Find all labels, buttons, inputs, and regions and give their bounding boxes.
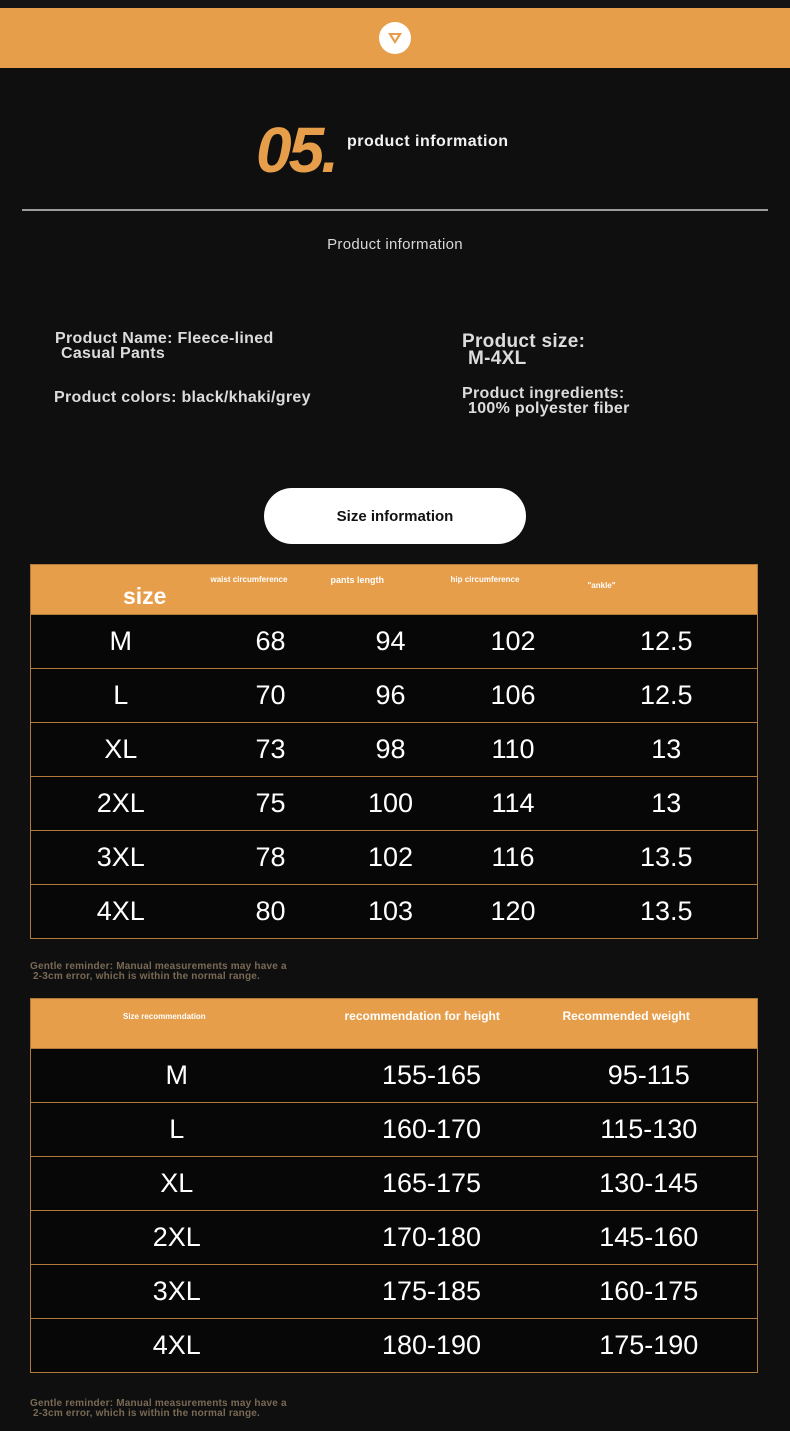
size-table-cell-size: L — [31, 669, 211, 723]
subtitle: Product information — [327, 236, 463, 253]
product-colors: Product colors: black/khaki/grey — [54, 389, 311, 406]
size-table-cell-length: 94 — [331, 615, 451, 669]
section-number: 05. — [256, 114, 336, 186]
product-ingredients: Product ingredients: 100% polyester fiber — [462, 385, 630, 417]
size-table-cell-length: 98 — [331, 723, 451, 777]
recommend-table-cell-size: M — [31, 1049, 323, 1103]
size-table-cell-hip: 106 — [451, 669, 576, 723]
size-table-row — [31, 777, 758, 831]
recommend-table-cell-size: 2XL — [31, 1211, 323, 1265]
size-table-cell-length: 96 — [331, 669, 451, 723]
size-table-cell-hip: 116 — [451, 831, 576, 885]
recommend-table-header — [31, 999, 758, 1049]
size-table-row — [31, 615, 758, 669]
size-table-cell-ankle: 13 — [576, 777, 758, 831]
size-table-cell-ankle: 13 — [576, 723, 758, 777]
size-table-row — [31, 831, 758, 885]
recommend-table-cell-weight: 115-130 — [541, 1103, 758, 1157]
gentle-reminder: Gentle reminder: Manual measurements may have a 2-3cm error, which is within the normal range. — [30, 961, 287, 982]
size-table-cell-ankle: 12.5 — [576, 669, 758, 723]
size-table-row — [31, 885, 758, 939]
weight-header: Recommended weight — [541, 999, 758, 1049]
size-table-row — [31, 723, 758, 777]
size-table-cell-length: 103 — [331, 885, 451, 939]
size-table — [30, 564, 758, 939]
size-table-cell-size: XL — [31, 723, 211, 777]
recommend-table-cell-size: 4XL — [31, 1319, 323, 1373]
recommend-table-row — [31, 1049, 758, 1103]
recommend-table-cell-weight: 130-145 — [541, 1157, 758, 1211]
size-table-cell-hip: 110 — [451, 723, 576, 777]
recommend-table-cell-size: 3XL — [31, 1265, 323, 1319]
recommend-table-cell-height: 160-170 — [323, 1103, 541, 1157]
size-table-cell-waist: 78 — [211, 831, 331, 885]
size-table-cell-waist: 80 — [211, 885, 331, 939]
recommend-table-cell-height: 170-180 — [323, 1211, 541, 1265]
size-table-cell-ankle: 13.5 — [576, 885, 758, 939]
size-table-cell-hip: 102 — [451, 615, 576, 669]
recommend-table-row — [31, 1157, 758, 1211]
recommend-table-cell-weight: 145-160 — [541, 1211, 758, 1265]
size-table-cell-waist: 73 — [211, 723, 331, 777]
recommend-table-cell-height: 155-165 — [323, 1049, 541, 1103]
product-name: Product Name: Fleece-lined Casual Pants — [55, 330, 274, 362]
recommend-table-cell-height: 175-185 — [323, 1265, 541, 1319]
size-table-cell-size: 2XL — [31, 777, 211, 831]
recommend-table-cell-weight: 175-190 — [541, 1319, 758, 1373]
gentle-reminder-2: Gentle reminder: Manual measurements may have a 2-3cm error, which is within the normal range. — [30, 1398, 287, 1419]
waist-header: waist circumference — [211, 565, 331, 615]
recommend-size-header: Size recommendation — [31, 999, 323, 1049]
recommend-table-cell-size: L — [31, 1103, 323, 1157]
divider — [22, 209, 768, 211]
top-banner — [0, 8, 790, 68]
recommend-table-row — [31, 1103, 758, 1157]
section-title: product information — [347, 133, 509, 150]
size-table-cell-ankle: 13.5 — [576, 831, 758, 885]
size-table-header — [31, 565, 758, 615]
recommend-table-row — [31, 1265, 758, 1319]
recommend-table-row — [31, 1319, 758, 1373]
size-table-cell-ankle: 12.5 — [576, 615, 758, 669]
recommend-table-row — [31, 1211, 758, 1265]
height-header: recommendation for height — [323, 999, 541, 1049]
recommend-table-cell-weight: 160-175 — [541, 1265, 758, 1319]
size-table-cell-waist: 68 — [211, 615, 331, 669]
size-information-button[interactable]: Size information — [264, 488, 526, 544]
size-table-cell-hip: 120 — [451, 885, 576, 939]
size-table-cell-size: M — [31, 615, 211, 669]
product-size: Product size: M-4XL — [462, 331, 586, 369]
size-table-cell-length: 102 — [331, 831, 451, 885]
length-header: pants length — [331, 565, 451, 615]
size-table-cell-size: 3XL — [31, 831, 211, 885]
recommend-table-cell-height: 165-175 — [323, 1157, 541, 1211]
size-table-cell-size: 4XL — [31, 885, 211, 939]
hip-header: hip circumference — [451, 565, 576, 615]
recommend-table-cell-size: XL — [31, 1157, 323, 1211]
recommend-table-cell-height: 180-190 — [323, 1319, 541, 1373]
size-header: size — [31, 565, 211, 615]
size-table-cell-length: 100 — [331, 777, 451, 831]
top-strip — [0, 0, 790, 8]
recommend-table-cell-weight: 95-115 — [541, 1049, 758, 1103]
recommend-table — [30, 998, 758, 1373]
ankle-header: "ankle" — [576, 565, 758, 615]
size-table-cell-waist: 75 — [211, 777, 331, 831]
size-table-cell-hip: 114 — [451, 777, 576, 831]
chevron-down-icon — [379, 22, 411, 54]
size-table-cell-waist: 70 — [211, 669, 331, 723]
size-table-row — [31, 669, 758, 723]
